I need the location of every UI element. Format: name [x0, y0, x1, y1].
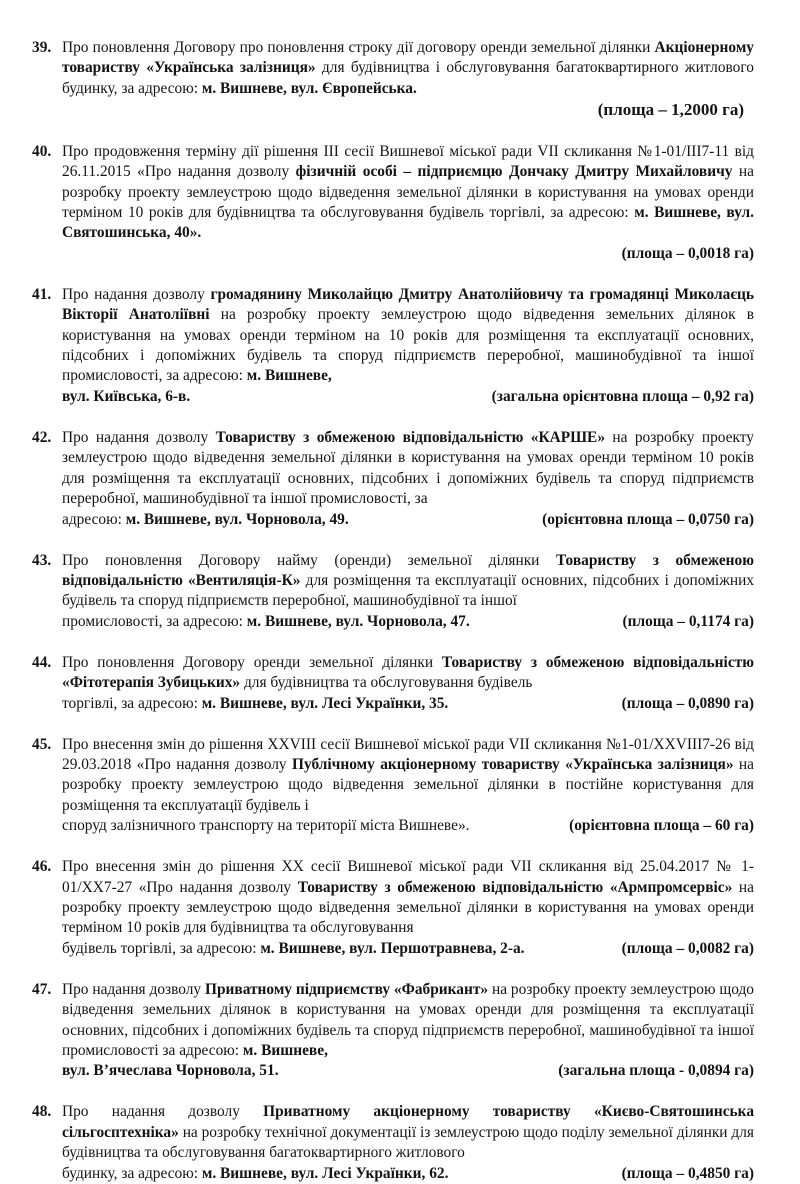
item-entity: Приватному акціонерному товариству «Києво-Святошинська сільгосптехніка»: [62, 1103, 755, 1141]
item-text: [62, 653, 754, 714]
item-text: [62, 551, 754, 633]
item-text-plain: на розробку проекту землеустрою щодо відведення земельної ділянки в постійне користування для розміщення та експлуатації будівель і: [62, 755, 755, 814]
item-text-plain: Про надання дозволу: [62, 428, 216, 446]
item-text-plain: Про надання дозволу: [62, 285, 211, 303]
item-address: м. Вишневе, вул. Святошинська, 40».: [62, 204, 755, 242]
agenda-item-48: [32, 1102, 754, 1184]
item-text-plain: для будівництва і обслуговування багатоквартирного житлового будинку, за адресою:: [62, 59, 755, 97]
item-address: м. Вишневе, вул. Лесі Українки, 62.: [201, 1164, 449, 1182]
agenda-item-40: [32, 142, 754, 264]
item-entity: Товариству з обмеженою відповідальністю «КАРШЕ»: [215, 428, 606, 446]
item-area: (площа – 0,4850 га): [621, 1164, 754, 1182]
item-area: (орієнтовна площа – 0,0750 га): [542, 510, 754, 528]
item-last-text: [62, 612, 470, 632]
item-area: (загальна орієнтовна площа – 0,92 га): [491, 387, 754, 405]
item-address: вул. В’ячеслава Чорновола, 51.: [62, 1062, 279, 1080]
item-entity: Публічному акціонерному товариству «Українська залізниця»: [291, 755, 734, 773]
item-area: (площа – 0,0890 га): [621, 694, 754, 712]
item-area: (площа – 1,2000 га): [597, 100, 744, 120]
item-entity: Товариству з обмеженою відповідальністю «Фітотерапія Зубицьких»: [62, 653, 754, 692]
item-last-line: [62, 939, 754, 959]
item-number: 47.: [32, 980, 52, 998]
item-text-plain: Про внесення змін до рішення XXVIII сесії Вишневої міської ради VII скликання №1-01/XXVIII7-26 від 29.03.2018 «Про надання дозволу: [62, 735, 754, 773]
item-address: м. Вишневе, вул. Першотравнева, 2-а.: [260, 939, 525, 957]
item-last-text: [62, 694, 448, 714]
item-text-plain: для будівництва та обслуговування будівель: [240, 674, 533, 692]
item-text-plain: будівель торгівлі, за адресою:: [62, 939, 261, 957]
item-number: 48.: [32, 1103, 52, 1121]
item-area: (площа – 0,1174 га): [622, 612, 754, 630]
item-area: (орієнтовна площа – 60 га): [569, 817, 754, 835]
agenda-item-46: [32, 857, 754, 959]
item-address: м. Вишневе,: [242, 1042, 328, 1059]
item-text-plain: на розробку проекту землеустрою щодо відведення земельних ділянок в користування на умовах оренди для розміщення та експлуатації основних, підсобних і допоміжних будівель та споруд підприємств переробної, машинобудівної та іншої промисловості за адресою:: [62, 980, 754, 1059]
item-text: [62, 980, 754, 1082]
item-number: 41.: [32, 285, 52, 303]
item-text-plain: на розробку проекту землеустрою щодо відведення земельної ділянки в користування на умовах оренди терміном 10 років для будівництва та обслуговування: [62, 878, 754, 937]
agenda-item-45: [32, 735, 754, 837]
item-number: 40.: [32, 142, 52, 160]
item-text-plain: Про внесення змін до рішення XX сесії Вишневої міської ради VII скликання від 25.04.2017 № 1-01/XX7-27 «Про надання дозволу: [62, 858, 754, 896]
item-area: (площа – 0,0082 га): [621, 939, 754, 957]
item-number: 45.: [32, 735, 52, 753]
item-last-text: [62, 939, 525, 959]
agenda-item-43: [32, 551, 754, 633]
item-text: [62, 857, 754, 959]
item-entity: фізичній особі – підприємцю Дончаку Дмитру Михайловичу: [295, 163, 733, 181]
item-text-plain: для розміщення та експлуатації основних, підсобних і допоміжних будівель та споруд підприємств переробної, машинобудівної та іншої: [62, 571, 755, 610]
item-last-text: [62, 510, 349, 530]
item-address: м. Вишневе,: [246, 367, 332, 385]
agenda-item-44: [32, 653, 754, 714]
item-last-line: [62, 694, 754, 714]
item-entity: Приватному підприємству «Фабрикант»: [204, 980, 489, 998]
agenda-item-41: [32, 285, 754, 407]
item-address: м. Вишневе, вул. Чорновола, 47.: [246, 612, 470, 630]
item-text-plain: Про поновлення Договору оренди земельної ділянки: [62, 653, 442, 671]
item-text-plain: Про продовження терміну дії рішення ІІІ сесії Вишневої міської ради VІІ скликання №1-01/ІІІ7-11 від 26.11.2015 «Про надання дозволу: [62, 142, 754, 181]
item-number: 46.: [32, 858, 52, 876]
item-number: 43.: [32, 551, 52, 569]
item-text: [62, 735, 754, 837]
item-entity: Товариству з обмеженою відповідальністю «Армпромсервіс»: [297, 878, 733, 896]
item-address: м. Вишневе, вул. Європейська.: [201, 79, 417, 97]
item-last-line: [62, 1061, 754, 1081]
item-text: [62, 285, 754, 407]
item-text-plain: адресою:: [62, 510, 126, 528]
item-last-text: [62, 1164, 448, 1184]
item-last-line: [62, 1164, 754, 1184]
item-number: 39.: [32, 39, 52, 56]
item-text: [62, 1102, 754, 1184]
item-text-plain: на розробку проекту землеустрою щодо відведення земельної ділянки в користування на умовах оренди терміном 10 років для будівництва та обслуговування будівель торгівлі, за адресою:: [62, 163, 754, 222]
item-text-plain: на розробку проекту землеустрою щодо відведення земельних ділянок в користування на умовах оренди терміном на 10 років для розміщення та експлуатації основних, підсобних і допоміжних будівель та споруд підприємств переробної, машинобудівної та іншої промисловості, за адресою:: [62, 306, 754, 385]
item-text-plain: Про надання дозволу: [62, 980, 205, 998]
item-last-line: [62, 510, 754, 530]
item-area: (загальна площа - 0,0894 га): [558, 1062, 754, 1080]
agenda-item-42: [32, 428, 754, 530]
item-text-plain: Про поновлення Договору найму (оренди) земельної ділянки: [62, 551, 556, 569]
item-text-plain: на розробку технічної документації із землеустрою щодо поділу земельної ділянки для будівництва та обслуговування багатоквартирного житлового: [62, 1123, 754, 1162]
item-last-line: [62, 387, 754, 407]
item-address: вул. Київська, 6-в.: [62, 387, 191, 405]
item-text-plain: промисловості, за адресою:: [62, 612, 247, 630]
item-address: м. Вишневе, вул. Чорновола, 49.: [125, 510, 349, 528]
item-last-line: [62, 612, 754, 632]
agenda-item-39: [32, 38, 754, 121]
item-entity: Акціонерному товариству «Українська залізниця»: [62, 39, 754, 77]
item-text-plain: Про надання дозволу: [62, 1103, 264, 1121]
item-text-plain: споруд залізничного транспорту на території міста Вишневе».: [62, 817, 470, 835]
item-last-line: [62, 816, 754, 836]
item-entity: Товариству з обмеженою відповідальністю «Вентиляція-К»: [62, 551, 754, 589]
item-text-plain: Про поновлення Договору про поновлення строку дії договору оренди земельної ділянки: [62, 39, 655, 56]
item-number: 44.: [32, 653, 52, 671]
item-text: [62, 142, 754, 264]
agenda-item-47: [32, 980, 754, 1082]
item-entity: громадянину Миколайцю Дмитру Анатолійовичу та громадянці Миколаєць Вікторії Анатоліївні: [62, 285, 754, 324]
item-text-plain: на розробку проекту землеустрою щодо відведення земельної ділянки в користування на умовах оренди терміном 10 років для розміщення та експлуатації основних, підсобних і допоміжних будівель та споруд підприємств переробної, машинобудівної та іншої промисловості, за: [62, 428, 754, 508]
item-text-plain: будинку, за адресою:: [62, 1164, 202, 1182]
item-area: (площа – 0,0018 га): [621, 244, 754, 262]
item-number: 42.: [32, 428, 52, 446]
item-text-plain: торгівлі, за адресою:: [62, 694, 202, 712]
item-address: м. Вишневе, вул. Лесі Українки, 35.: [201, 694, 449, 712]
item-text: [62, 38, 754, 121]
item-text: [62, 428, 754, 530]
